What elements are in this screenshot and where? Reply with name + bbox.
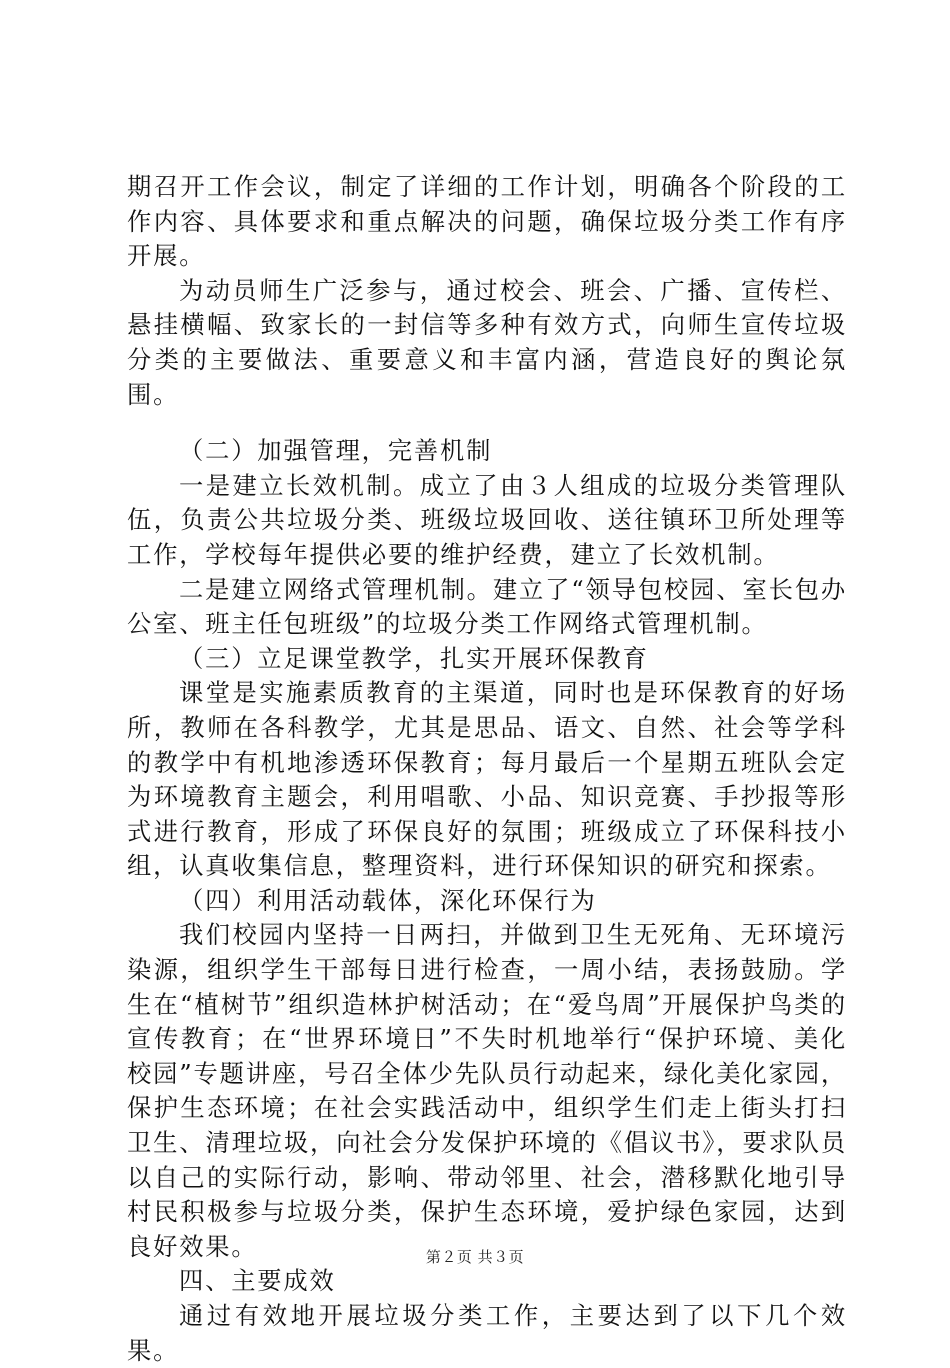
- body-paragraph: 二是建立网络式管理机制。建立了“领导包校园、室长包办公室、班主任包班级”的垃圾分类工作网络式管理机制。: [127, 574, 847, 639]
- document-body: [127, 170, 847, 1368]
- body-paragraph: 课堂是实施素质教育的主渠道，同时也是环保教育的好场所，教师在各科教学，尤其是思品、语文、自然、社会等学科的教学中有机地渗透环保教育；每月最后一个星期五班队会定为环境教育主题会，利用唱歌、小品、知识竞赛、手抄报等形式进行教育，形成了环保良好的氛围；班级成立了环保科技小组，认真收集信息，整理资料，进行环保知识的研究和探索。: [127, 678, 847, 881]
- body-paragraph: 通过有效地开展垃圾分类工作，主要达到了以下几个效果。: [127, 1301, 847, 1365]
- section-heading: 四、主要成效: [179, 1266, 336, 1296]
- body-paragraph: 期召开工作会议，制定了详细的工作计划，明确各个阶段的工作内容、具体要求和重点解决的问题，确保垃圾分类工作有序开展。: [127, 172, 847, 271]
- body-paragraph: 一是建立长效机制。成立了由３人组成的垃圾分类管理队伍，负责公共垃圾分类、班级垃圾回收、送往镇环卫所处理等工作，学校每年提供必要的维护经费，建立了长效机制。: [127, 470, 847, 569]
- section-heading: （三）立足课堂教学，扎实开展环保教育: [179, 643, 649, 673]
- body-paragraph: 我们校园内坚持一日两扫，并做到卫生无死角、无环境污染源，组织学生干部每日进行检查，一周小结，表扬鼓励。学生在“植树节”组织造林护树活动；在“爱鸟周”开展保护鸟类的宣传教育；在“世界环境日”不失时机地举行“保护环境、美化校园”专题讲座，号召全体少先队员行动起来，绿化美化家园，保护生态环境；在社会实践活动中，组织学生们走上街头打扫卫生、清理垃圾，向社会分发保护环境的《倡议书》，要求队员以自己的实际行动，影响、带动邻里、社会，潜移默化地引导村民积极参与垃圾分类，保护生态环境，爱护绿色家园，达到良好效果。: [127, 920, 847, 1261]
- section-heading: （二）加强管理，完善机制: [179, 436, 493, 466]
- section-heading: （四）利用活动载体，深化环保行为: [179, 885, 597, 915]
- body-paragraph: 为动员师生广泛参与，通过校会、班会、广播、宣传栏、悬挂横幅、致家长的一封信等多种有效方式，向师生宣传垃圾分类的主要做法、重要意义和丰富内涵，营造良好的舆论氛围。: [127, 275, 847, 409]
- page-number-footer: 第２页 共３页: [425, 1248, 525, 1266]
